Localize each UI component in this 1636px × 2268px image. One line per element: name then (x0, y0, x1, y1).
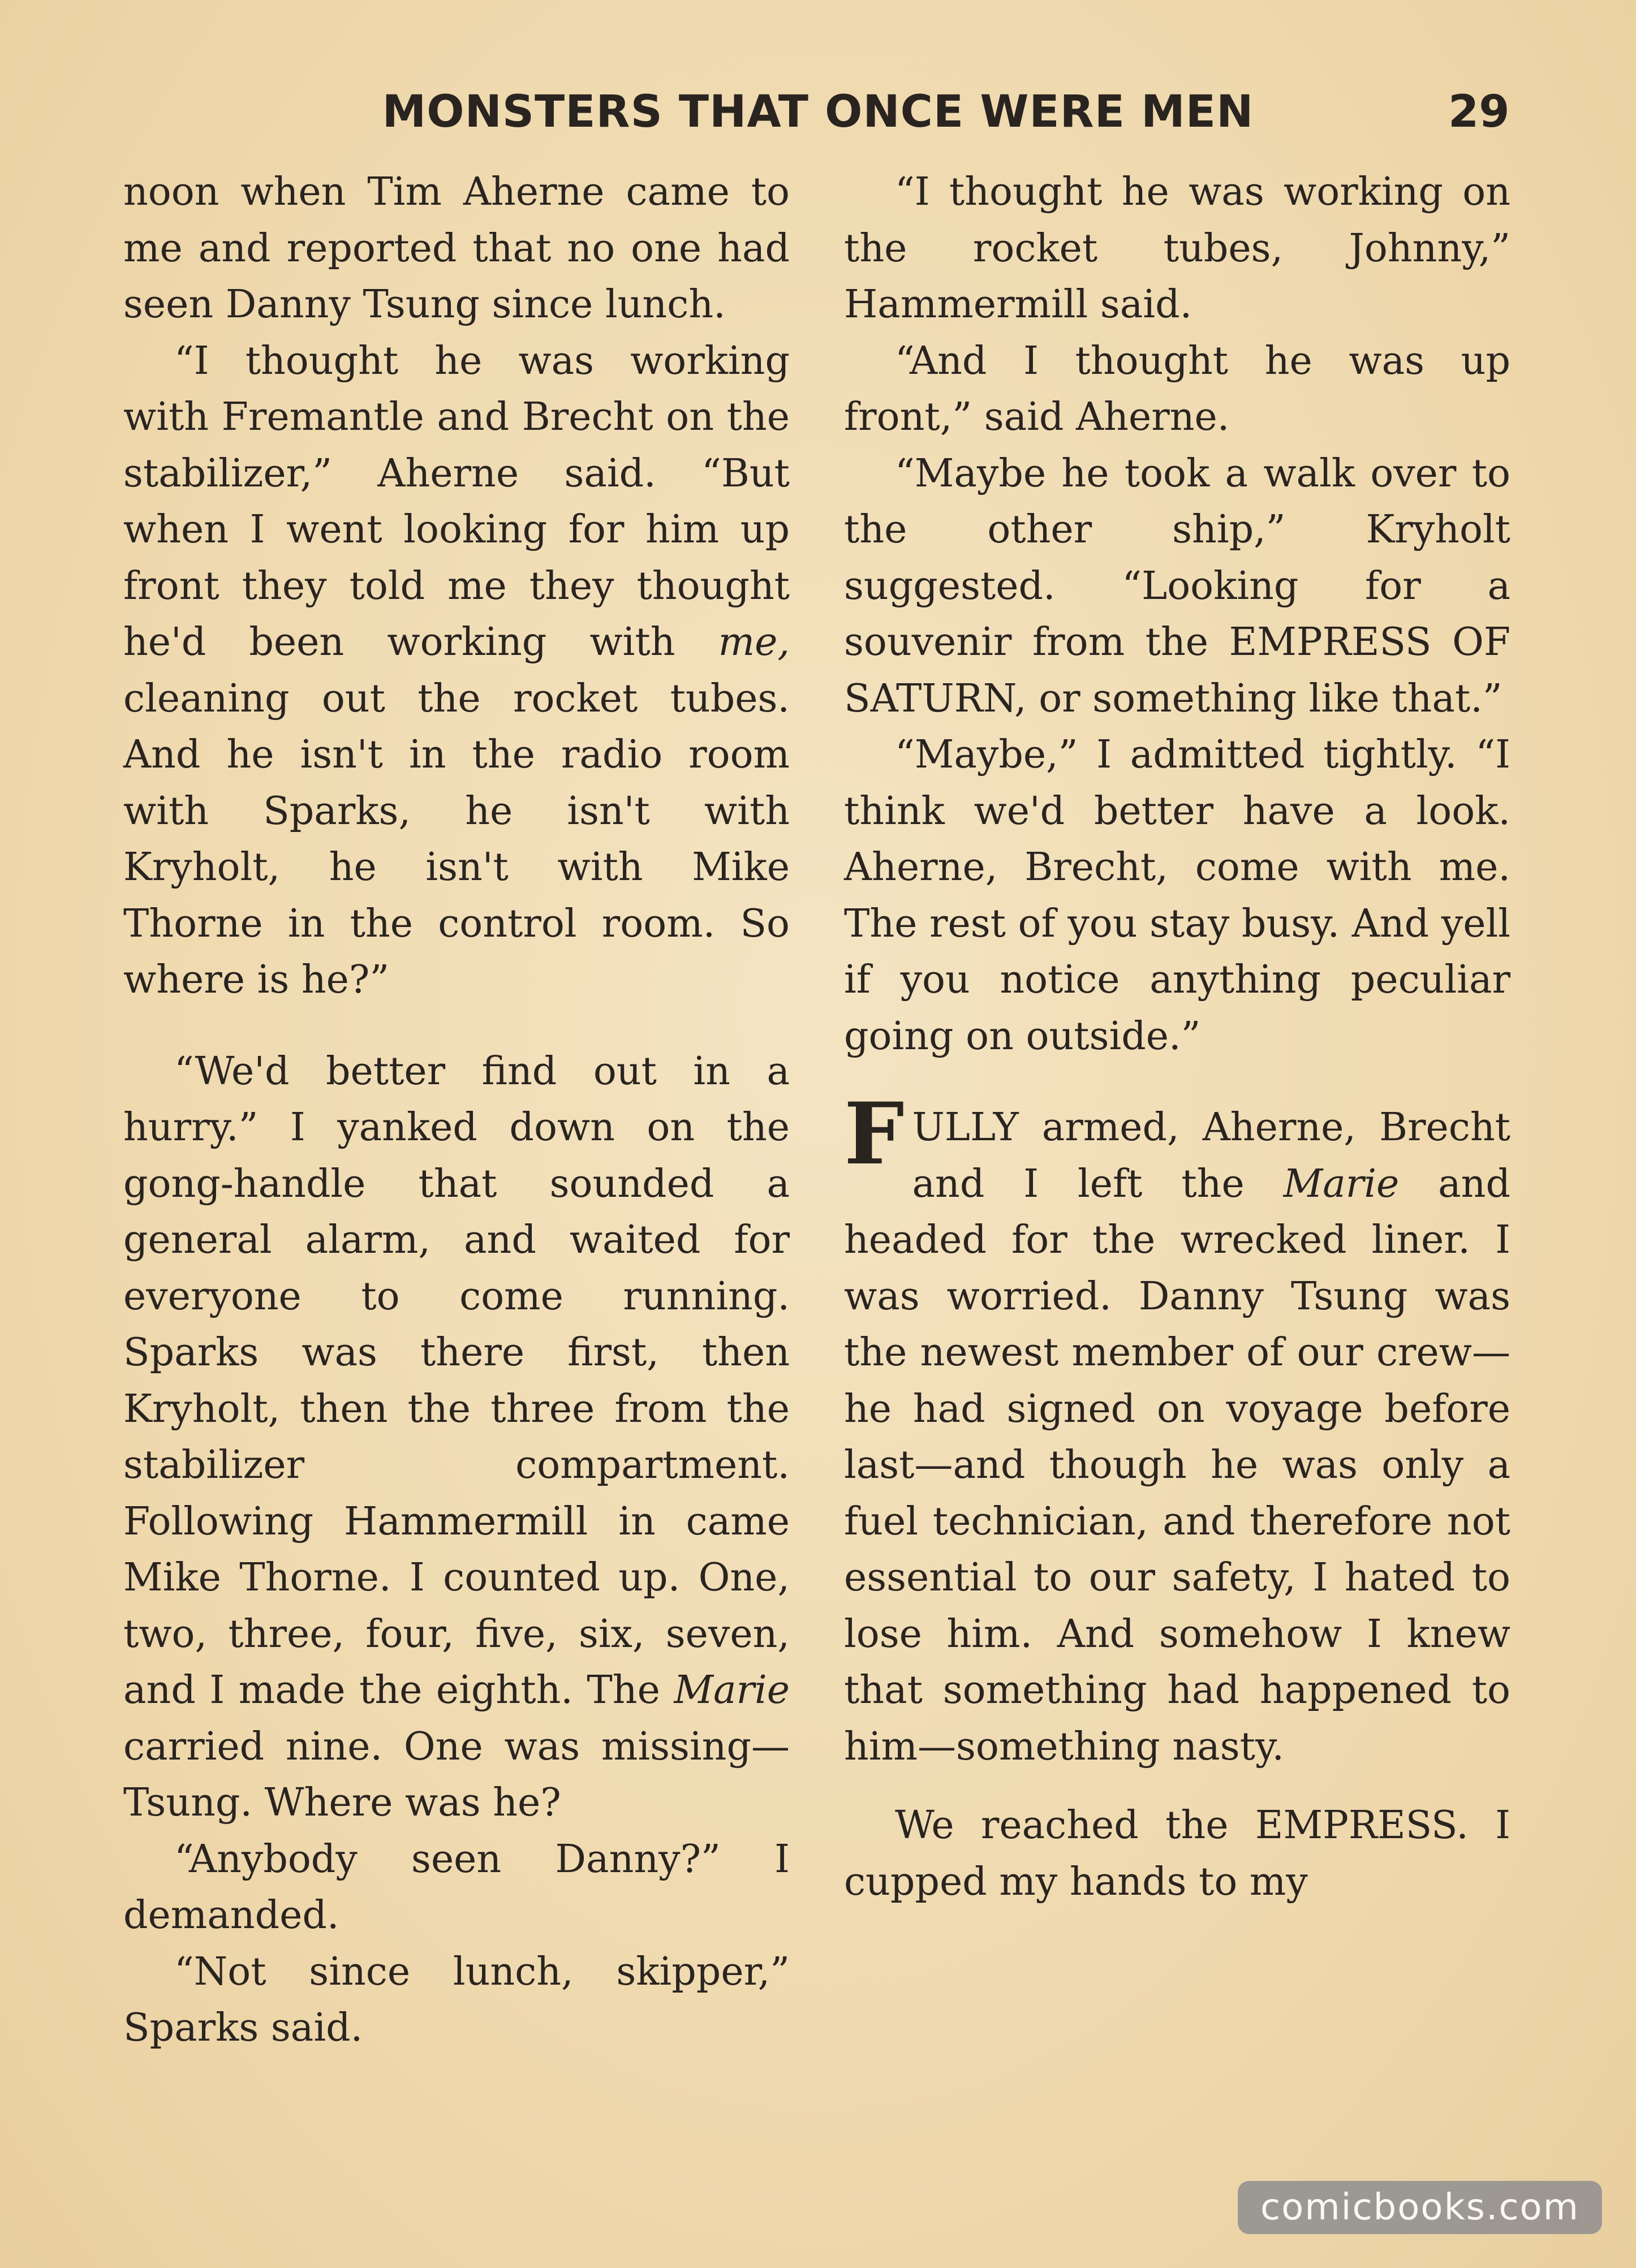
right-column (844, 164, 1510, 1910)
section-gap (844, 1064, 1510, 1099)
watermark: comicbooks.com (1238, 2181, 1602, 2234)
left-column (123, 164, 790, 2056)
paragraph: “Not since lunch, skipper,” Sparks said. (123, 1949, 790, 2050)
paragraph: noon when Tim Aherne came to me and reported that no one had seen Danny Tsung since lunch. (123, 170, 790, 327)
text-run: “I thought he was working with Fremantle and Brecht on the stabilizer,” Aherne said. “But when I went looking for him up front they told me they thought he'd been working with (123, 338, 790, 665)
text-run: carried nine. One was missing—Tsung. Where was he? (123, 1724, 790, 1825)
ship-name-italic: Marie (674, 1668, 790, 1713)
running-header (0, 84, 1636, 140)
text-run: ULLY armed, Aherne, Brecht and I left the (912, 1105, 1510, 1206)
text-run: and headed for the wrecked liner. I was worried. Danny Tsung was the newest member of our crew—he had signed on voyage before last—and though he was only a fuel technician, and therefore not essential to our safety, I hated to lose him. And somehow I knew that something had happened to him—something nasty. (844, 1161, 1510, 1769)
ship-name-italic: Marie (1283, 1161, 1400, 1206)
paragraph: “Anybody seen Danny?” I demanded. (123, 1836, 790, 1938)
section-gap (123, 1008, 790, 1044)
paragraph: We reached the EMPRESS. I cupped my hands to my (844, 1803, 1510, 1904)
paragraph: “I thought he was working on the rocket tubes, Johnny,” Hammermill said. (844, 170, 1510, 327)
page-number: 29 (1448, 87, 1510, 137)
emphasis-text: me, (718, 620, 790, 665)
text-run: “We'd better find out in a hurry.” I yanked down on the gong-handle that sounded a general alarm, and waited for everyone to come running. Sparks was there first, then Kryholt, then the three from the stabilizer compartment. Following Hammermill in came Mike Thorne. I counted up. One, two, three, four, five, six, seven, and I made the eighth. The (123, 1049, 790, 1713)
paragraph (123, 1044, 790, 1831)
page-title: MONSTERS THAT ONCE WERE MEN (382, 87, 1254, 137)
paragraph (123, 333, 790, 1008)
paragraph: “Maybe,” I admitted tightly. “I think we'd better have a look. Aherne, Brecht, come with me. The rest of you stay busy. And yell if you notice anything peculiar going on outside.” (844, 732, 1510, 1059)
paragraph: “Maybe he took a walk over to the other ship,” Kryholt suggested. “Looking for a souvenir from the EMPRESS OF SATURN, or something like that.” (844, 451, 1510, 721)
section-gap (844, 1775, 1510, 1797)
paragraph: “And I thought he was up front,” said Aherne. (844, 338, 1510, 439)
drop-cap: F (844, 1084, 905, 1184)
text-run: cleaning out the rocket tubes. And he isn't in the radio room with Sparks, he isn't with Kryholt, he isn't with Mike Thorne in the control room. So where is he?” (123, 676, 790, 1002)
paragraph (844, 1084, 1510, 1775)
